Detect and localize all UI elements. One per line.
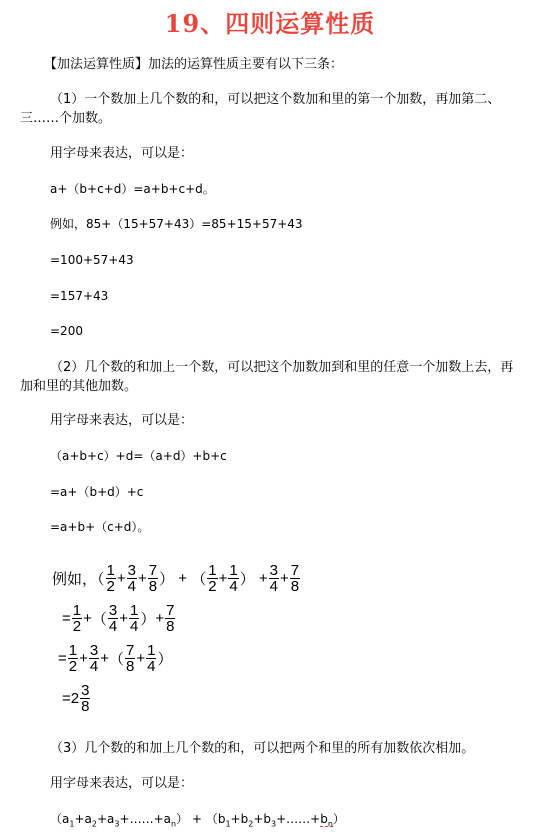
formula-2-line-1: （a+b+c）+d=（a+d）+b+c xyxy=(50,449,227,463)
rule-3: （3）几个数的和加上几个数的和，可以把两个和里的所有加数依次相加。 xyxy=(50,741,475,756)
page-title: 19、四则运算性质 xyxy=(164,9,376,38)
example-2-line-1: 例如，（ $\frac{1}{2}$ + $\frac{3}{4}$ + $\frac{7}{8}$ ） + （ $\frac{1}{2}$ + $\frac{1}{4}$ ） + $\frac{3}{4}$ + $\frac{7}{8}$ xyxy=(52,562,300,595)
intro-text: 【加法运算性质】加法的运算性质主要有以下三条： xyxy=(44,57,344,72)
formula-2-line-2: =a+（b+d）+c xyxy=(50,485,144,499)
example-2-line-3: = $\frac{1}{2}$ + $\frac{3}{4}$ +（ $\frac{7}{8}$ + $\frac{1}{4}$ ） xyxy=(58,642,173,675)
letters-label-3: 用字母来表达，可以是： xyxy=(50,776,194,791)
letters-label-1: 用字母来表达，可以是： xyxy=(50,146,194,161)
example-1-line-2: =100+57+43 xyxy=(50,253,134,267)
formula-2-line-3: =a+b+（c+d）。 xyxy=(50,520,150,534)
formula-3: $(a_1+a_2+a_3+\dots\dots+a_n)$ + $(b_1+b_2+b_3+\dots\dots+b_n)$ xyxy=(50,812,345,829)
example-1-line-3: =157+43 xyxy=(50,289,109,303)
example-2-line-4: =2 $\frac{3}{8}$ xyxy=(62,682,90,715)
letters-label-2: 用字母来表达，可以是： xyxy=(50,413,194,428)
example-1-line-4: =200 xyxy=(50,324,83,338)
example-1-line-1: 例如，85+（15+57+43）=85+15+57+43 xyxy=(50,217,303,231)
formula-1: a+（b+c+d）=a+b+c+d。 xyxy=(50,182,215,196)
rule-2: （2）几个数的和加上一个数，可以把这个加数加到和里的任意一个加数上去，再加和里的其他加数。 xyxy=(20,360,514,394)
rule-1: （1）一个数加上几个数的和，可以把这个数加和里的第一个加数，再加第二、三……个加数。 xyxy=(20,92,501,126)
example-2-line-2: = $\frac{1}{2}$ +（ $\frac{3}{4}$ + $\frac{1}{4}$ ）+ $\frac{7}{8}$ xyxy=(62,602,175,635)
